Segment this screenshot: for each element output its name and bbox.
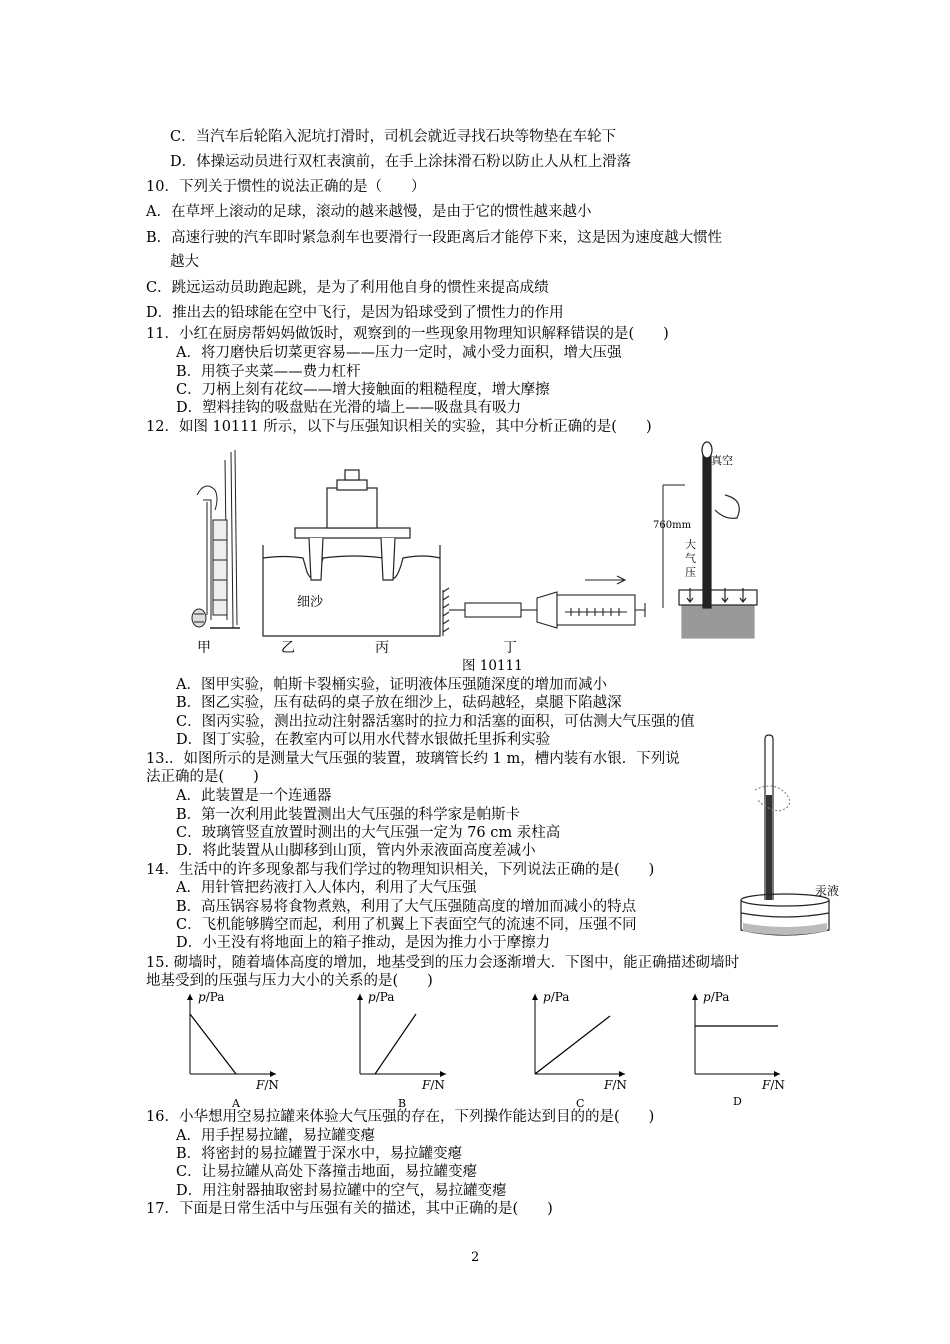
q10-option-b: B．高速行驶的汽车即时紧急刹车也要滑行一段距离后才能停下来，这是因为速度越大惯性: [146, 230, 723, 246]
graph-d: [695, 994, 780, 1074]
graph-c-xlabel: F/N: [604, 1078, 627, 1092]
q11-option-c: C．刀柄上刻有花纹——增大接触面的粗糙程度，增大摩擦: [176, 382, 550, 398]
graph-c: [535, 994, 625, 1074]
q11-option-a: A．将刀磨快后切菜更容易——压力一定时，减小受力面积，增大压强: [176, 345, 622, 361]
figure-label-mercury: 汞液: [815, 884, 840, 898]
q16-option-d: D．用注射器抽取密封易拉罐中的空气，易拉罐变瘪: [176, 1183, 507, 1199]
q9-option-c: C．当汽车后轮陷入泥坑打滑时，司机会就近寻找石块等物垫在车轮下: [170, 129, 617, 145]
q11-stem: 11．小红在厨房帮妈妈做饭时，观察到的一些现象用物理知识解释错误的是( ): [146, 326, 669, 342]
graph-d-xlabel: F/N: [762, 1078, 785, 1092]
q10-stem: 10．下列关于惯性的说法正确的是（ ）: [146, 179, 426, 195]
figure-bing-syringe: [443, 576, 645, 636]
graph-a-label: A: [232, 1097, 240, 1110]
figure-label-ding: 丁: [503, 640, 517, 656]
q13-option-a: A．此装置是一个连通器: [176, 788, 332, 804]
q15-stem-cont: 地基受到的压强与压力大小的关系的是( ): [146, 973, 433, 989]
q14-option-a: A．用针管把药液打入人体内，利用了大气压强: [176, 880, 477, 896]
figure-label-atm-1: 大: [685, 538, 696, 551]
graph-b-label: B: [398, 1097, 407, 1110]
q10-option-a: A．在草坪上滚动的足球，滚动的越来越慢，是由于它的惯性越来越小: [146, 204, 592, 220]
figure-label-sand: 细沙: [297, 595, 324, 610]
q14-option-d: D．小王没有将地面上的箱子推动，是因为推力小于摩擦力: [176, 935, 551, 951]
figure-label-yi: 乙: [281, 640, 295, 656]
q16-stem: 16．小华想用空易拉罐来体验大气压强的存在，下列操作能达到目的的是( ): [146, 1109, 655, 1125]
q10-option-c: C．跳远运动员助跑起跳，是为了利用他自身的惯性来提高成绩: [146, 280, 549, 296]
figure-caption: 图 10111: [462, 658, 523, 674]
graph-a-ylabel: p/Pa: [198, 990, 225, 1004]
figure-label-atm-3: 压: [685, 566, 696, 579]
figure-mercury-barometer: [735, 735, 840, 940]
q9-option-d: D．体操运动员进行双杠表演前，在手上涂抹滑石粉以防止人从杠上滑落: [170, 154, 632, 170]
figure-label-760mm: 760mm: [653, 520, 692, 531]
q16-option-c: C．让易拉罐从高处下落撞击地面，易拉罐变瘪: [176, 1164, 478, 1180]
q12-option-d: D．图丁实验，在教室内可以用水代替水银做托里拆利实验: [176, 732, 551, 748]
q14-option-b: B．高压锅容易将食物煮熟，利用了大气压强随高度的增加而减小的特点: [176, 899, 637, 915]
q16-option-a: A．用手捏易拉罐，易拉罐变瘪: [176, 1128, 375, 1144]
figure-label-atm-2: 气: [685, 552, 696, 565]
graph-b-xlabel: F/N: [422, 1078, 445, 1092]
q12-stem: 12．如图 10111 所示，以下与压强知识相关的实验，其中分析正确的是( ): [146, 419, 652, 435]
figure-label-bing: 丙: [375, 640, 389, 656]
q12-option-b: B．图乙实验，压有砝码的桌子放在细沙上，砝码越轻，桌腿下陷越深: [176, 695, 622, 711]
q12-option-c: C．图丙实验，测出拉动注射器活塞时的拉力和活塞的面积，可估测大气压强的值: [176, 714, 695, 730]
q13-stem-cont: 法正确的是( ): [146, 769, 259, 785]
graph-b: [360, 994, 446, 1074]
q15-graphs: [180, 986, 800, 1108]
graph-a-xlabel: F/N: [256, 1078, 279, 1092]
q13-stem: 13.．如图所示的是测量大气压强的装置，玻璃管长约 1 m，槽内装有水银．下列说: [146, 751, 680, 767]
q13-option-c: C．玻璃管竖直放置时测出的大气压强一定为 76 cm 汞柱高: [176, 825, 561, 841]
q13-option-b: B．第一次利用此装置测出大气压强的科学家是帕斯卡: [176, 807, 521, 823]
page-number: 2: [471, 1250, 480, 1265]
figure-yi-table-on-sand: [263, 470, 440, 636]
graph-c-ylabel: p/Pa: [543, 990, 570, 1004]
figure-label-jia: 甲: [197, 640, 211, 656]
q11-option-d: D．塑料挂钩的吸盘贴在光滑的墙上——吸盘具有吸力: [176, 400, 522, 416]
figure-ding-torricelli: [663, 442, 757, 638]
graph-d-ylabel: p/Pa: [703, 990, 730, 1004]
graph-d-label: D: [733, 1095, 742, 1108]
figure-10111: [185, 440, 765, 670]
q16-option-b: B．将密封的易拉罐置于深水中，易拉罐变瘪: [176, 1146, 463, 1162]
q10-option-b-cont: 越大: [170, 254, 199, 270]
q15-stem: 15. 砌墙时，随着墙体高度的增加，地基受到的压力会逐渐增大．下图中，能正确描述砌墙时: [146, 955, 740, 971]
q13-option-d: D．将此装置从山脚移到山顶，管内外汞液面高度差减小: [176, 843, 536, 859]
q11-option-b: B．用筷子夹菜——费力杠杆: [176, 364, 361, 380]
graph-b-ylabel: p/Pa: [368, 990, 395, 1004]
q14-option-c: C．飞机能够腾空而起，利用了机翼上下表面空气的流速不同，压强不同: [176, 917, 637, 933]
q12-option-a: A．图甲实验，帕斯卡裂桶实验，证明液体压强随深度的增加而减小: [176, 677, 607, 693]
q17-stem: 17．下面是日常生活中与压强有关的描述，其中正确的是( ): [146, 1201, 553, 1217]
q10-option-d: D．推出去的铅球能在空中飞行，是因为铅球受到了惯性力的作用: [146, 305, 564, 321]
graph-a: [190, 994, 276, 1074]
figure-jia-pascal-barrel: [192, 450, 240, 628]
graph-c-label: C: [576, 1097, 585, 1110]
q14-stem: 14．生活中的许多现象都与我们学过的物理知识相关，下列说法正确的是( ): [146, 862, 655, 878]
figure-label-vacuum: 真空: [711, 454, 733, 467]
